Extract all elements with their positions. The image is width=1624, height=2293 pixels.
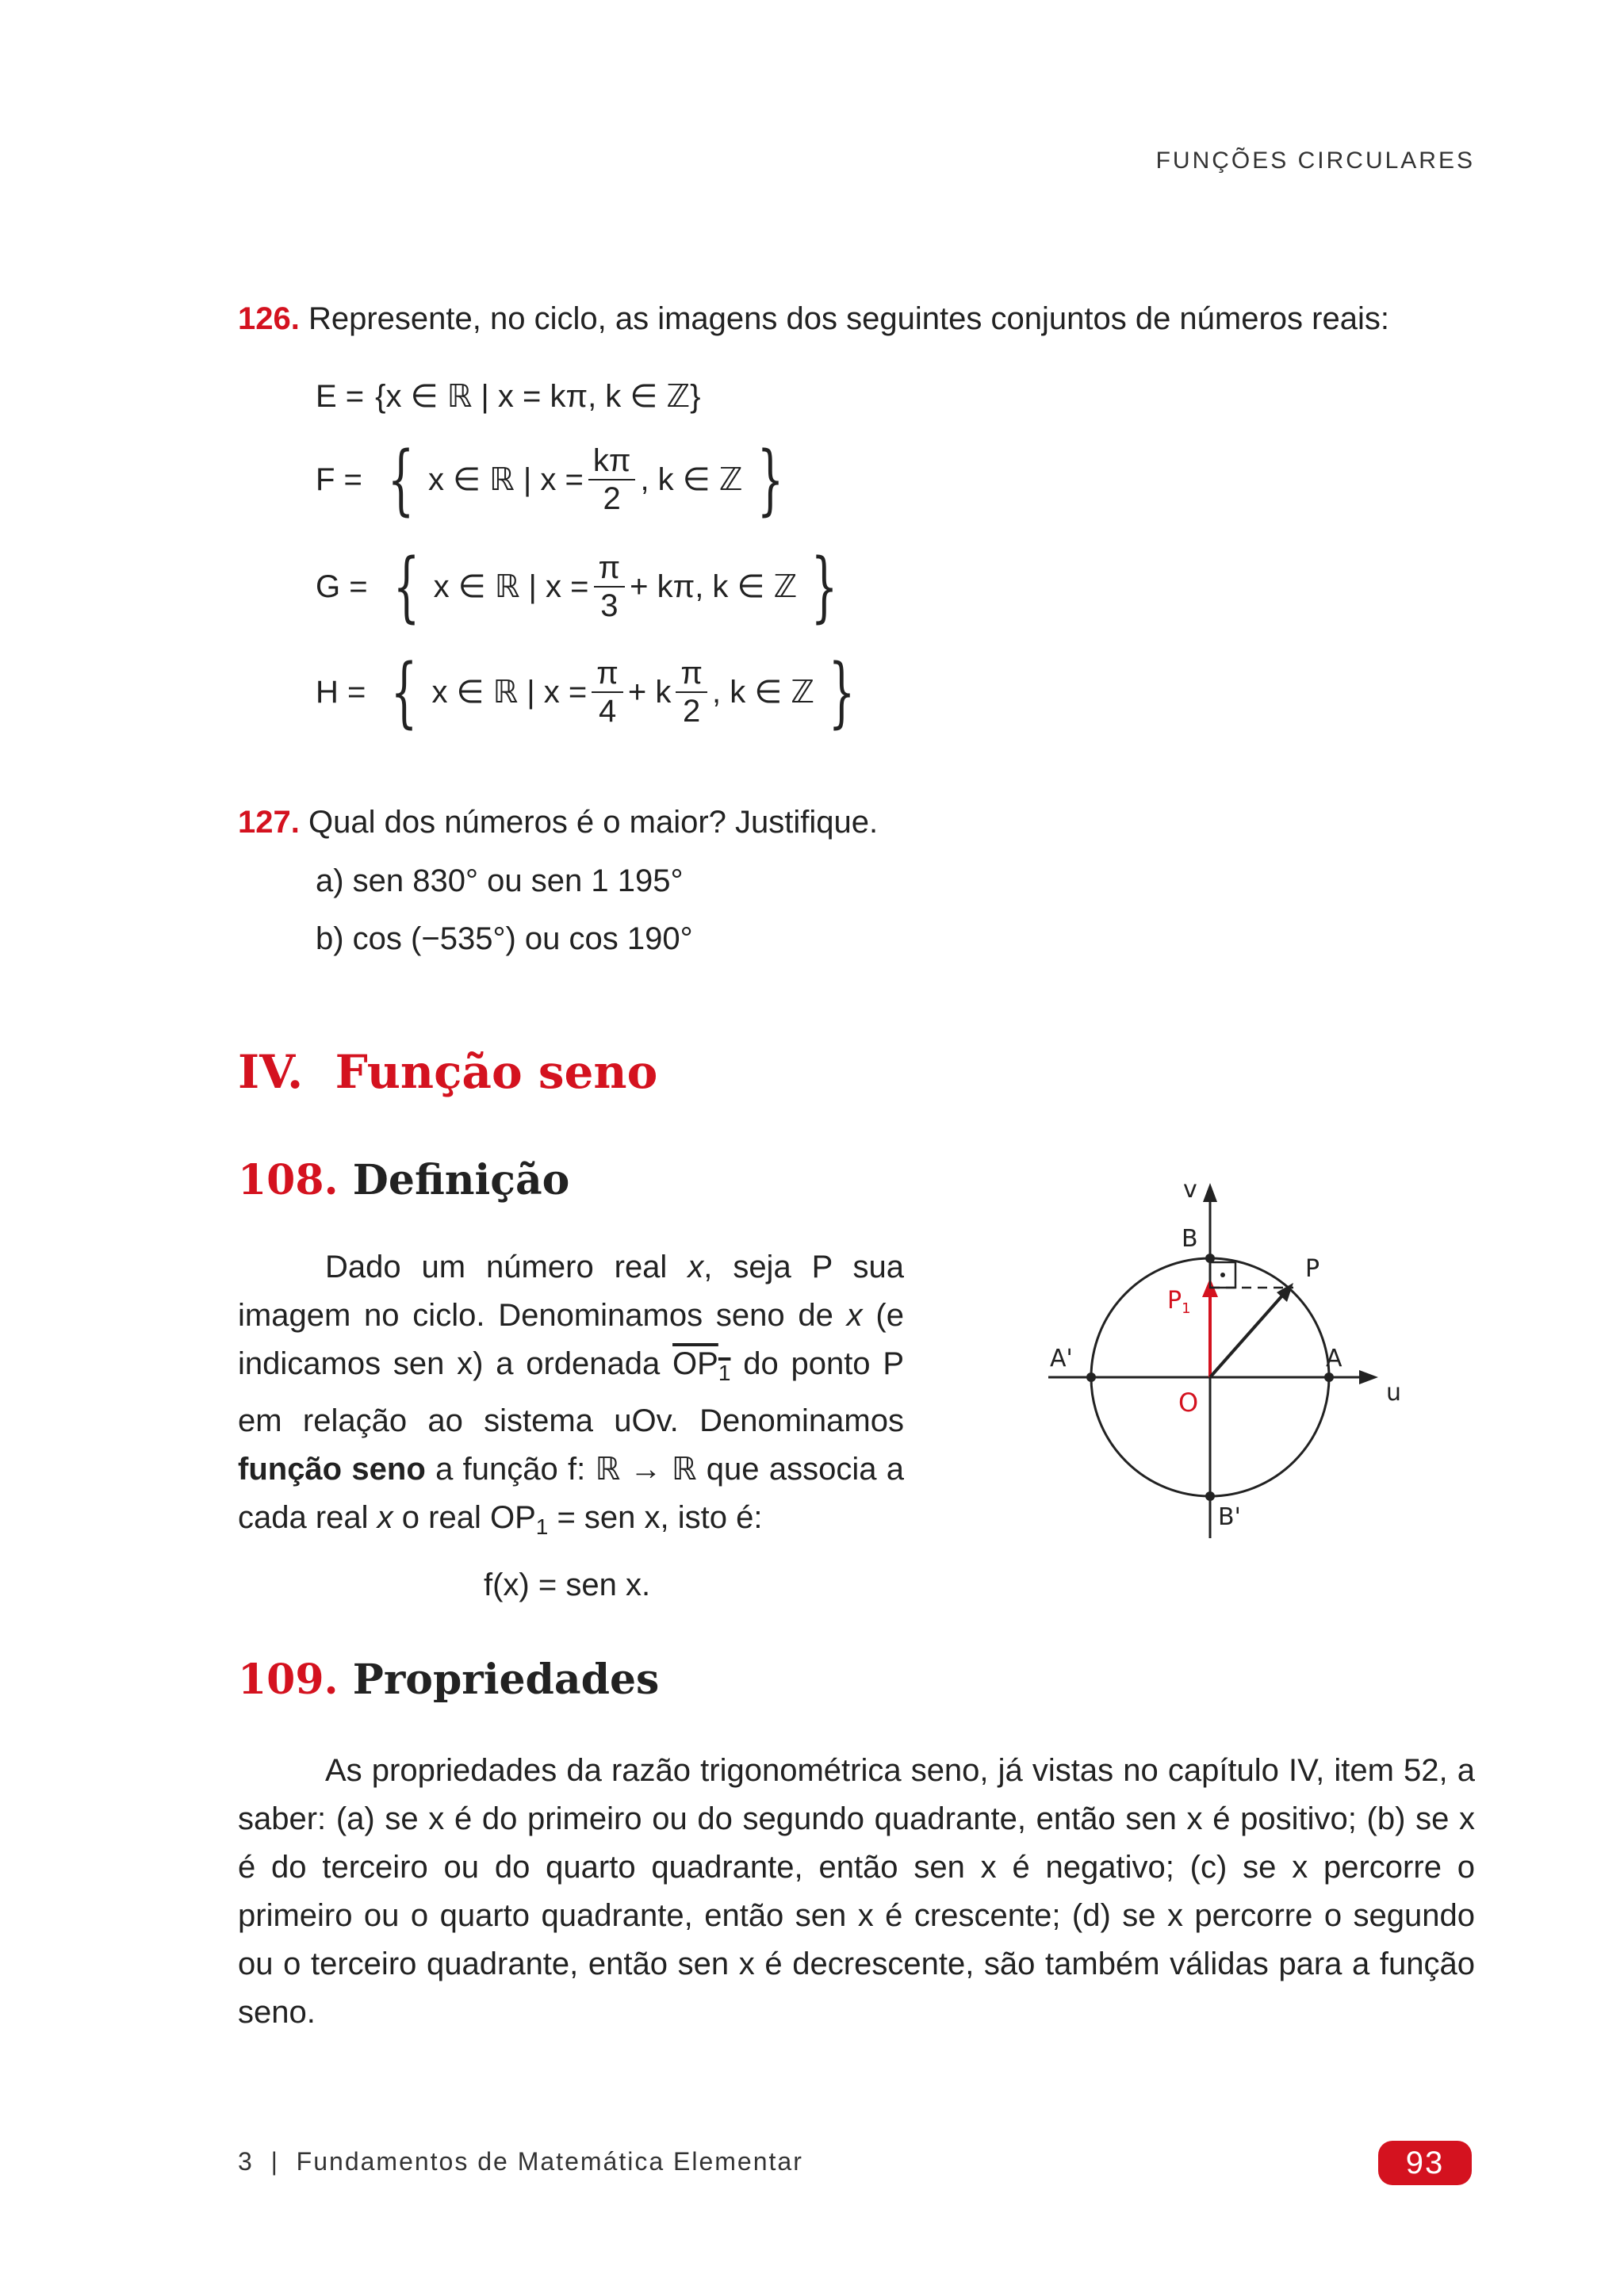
subscript: 1 <box>535 1514 549 1539</box>
set-G <box>316 542 852 631</box>
text-run: , seja P sua imagem no ciclo. Denominamos seno de <box>238 1250 905 1333</box>
point-a <box>1324 1372 1334 1382</box>
right-brace: } <box>811 542 838 631</box>
fraction <box>588 444 636 515</box>
op-radius <box>1210 1295 1283 1377</box>
numerator: kπ <box>588 444 636 480</box>
right-brace: } <box>756 435 783 524</box>
subsection-title-text: Propriedades <box>352 1656 660 1704</box>
point-b <box>1205 1254 1215 1263</box>
exercise-127-prompt <box>238 803 878 841</box>
exercise-number: 127. <box>238 805 300 840</box>
set-post: + kπ, k ∈ ℤ <box>630 569 798 604</box>
var-x: x <box>688 1250 704 1284</box>
set-lhs: H = <box>316 674 366 710</box>
point-a-prime <box>1086 1372 1096 1382</box>
var-x: x <box>377 1500 393 1535</box>
exercise-text: Qual dos números é o maior? Justifique. <box>308 805 879 840</box>
text-run: o real OP <box>393 1500 536 1535</box>
properties-paragraph: As propriedades da razão trigonométrica seno, já vistas no capítulo IV, item 52, a saber: (a) se x é do primeiro ou do segundo quadrante, então sen x é positivo; (b) se x é do terceiro ou do quarto quadrante, então sen x é negativo; (c) se x percorre o primeiro ou o quarto quadrante, então sen x é crescente; (d) se x percorre o segundo ou o terceiro quadrante, então sen x é decrescente, são também válidas para a função seno. <box>238 1753 1475 2030</box>
label-p: P <box>1305 1255 1320 1283</box>
right-angle-dot <box>1220 1273 1225 1277</box>
footer-text: 3 | Fundamentos de Matemática Elementar <box>238 2147 803 2176</box>
set-lhs: G = <box>316 568 368 604</box>
set-pre: x ∈ ℝ | x = <box>431 675 588 710</box>
denominator: 2 <box>603 481 621 516</box>
bold-term: função seno <box>238 1452 426 1487</box>
left-brace: { <box>391 648 418 737</box>
running-header: FUNÇÕES CIRCULARES <box>1155 147 1475 174</box>
subscript: 1 <box>718 1361 731 1385</box>
v-axis-arrow <box>1203 1183 1217 1202</box>
set-lhs: F = <box>316 461 362 497</box>
right-brace: } <box>828 648 856 737</box>
set-body: {x ∈ ℝ | x = kπ, k ∈ ℤ} <box>375 379 701 414</box>
unit-circle-figure <box>1031 1173 1411 1554</box>
u-axis-arrow <box>1359 1370 1378 1384</box>
subsection-108-title <box>238 1156 569 1204</box>
set-H <box>316 648 869 737</box>
text-run: a função f: ℝ → ℝ que associa a cada real <box>238 1452 904 1535</box>
denominator: 3 <box>600 588 619 623</box>
numerator: π <box>676 657 707 693</box>
subsection-109-title <box>238 1656 659 1704</box>
section-title: IV. Função seno <box>238 1045 658 1099</box>
text-run: do ponto P em relação ao sistema uOv. Denominamos <box>238 1346 905 1438</box>
exercise-text: Represente, no ciclo, as imagens dos seguintes conjuntos de números reais: <box>308 301 1389 336</box>
label-u: u <box>1386 1379 1402 1407</box>
text-run: (e indicamos sen x) a ordenada <box>238 1298 904 1381</box>
segment-label: OP <box>672 1346 718 1381</box>
exercise-127-item-b: b) cos (−535°) ou cos 190° <box>316 921 693 956</box>
subsection-number: 108. <box>238 1156 339 1204</box>
set-pre: x ∈ ℝ | x = <box>427 462 584 497</box>
denominator: 4 <box>598 694 617 729</box>
label-a: A <box>1326 1345 1342 1372</box>
set-post: , k ∈ ℤ <box>711 675 815 710</box>
subsection-title-text: Definição <box>352 1156 570 1204</box>
label-b: B <box>1182 1225 1198 1253</box>
exercise-127-item-a: a) sen 830° ou sen 1 195° <box>316 863 684 898</box>
text-run: Dado um número real <box>325 1250 688 1284</box>
text-run: = sen x, isto é: <box>548 1500 763 1535</box>
segment-op1 <box>672 1346 731 1385</box>
sine-formula: f(x) = sen x. <box>484 1568 651 1602</box>
label-p1 <box>1167 1287 1191 1317</box>
label-p1-sub: 1 <box>1182 1300 1191 1317</box>
page-number-badge: 93 <box>1378 2141 1472 2185</box>
set-pre: x ∈ ℝ | x = <box>433 569 589 604</box>
exercise-number: 126. <box>238 301 300 336</box>
set-post: , k ∈ ℤ <box>640 462 743 497</box>
label-b-prime: B' <box>1218 1503 1241 1531</box>
label-v: v <box>1183 1176 1197 1204</box>
subsection-number: 109. <box>238 1656 339 1704</box>
point-b-prime <box>1205 1491 1215 1501</box>
var-x: x <box>846 1298 863 1333</box>
left-brace: { <box>387 435 415 524</box>
set-lhs: E = <box>316 378 365 414</box>
label-p1-base: P <box>1167 1287 1182 1315</box>
fraction <box>676 657 707 728</box>
label-o: O <box>1178 1388 1199 1418</box>
set-mid: + k <box>627 674 672 710</box>
definition-paragraph <box>238 1243 904 1551</box>
set-F <box>316 435 798 524</box>
fraction <box>592 657 623 728</box>
exercise-126-prompt <box>238 300 1389 338</box>
denominator: 2 <box>683 694 701 729</box>
left-brace: { <box>393 542 419 631</box>
label-a-prime: A' <box>1050 1345 1073 1372</box>
numerator: π <box>592 657 623 693</box>
set-E <box>316 361 701 432</box>
fraction <box>594 551 626 622</box>
numerator: π <box>594 551 626 588</box>
